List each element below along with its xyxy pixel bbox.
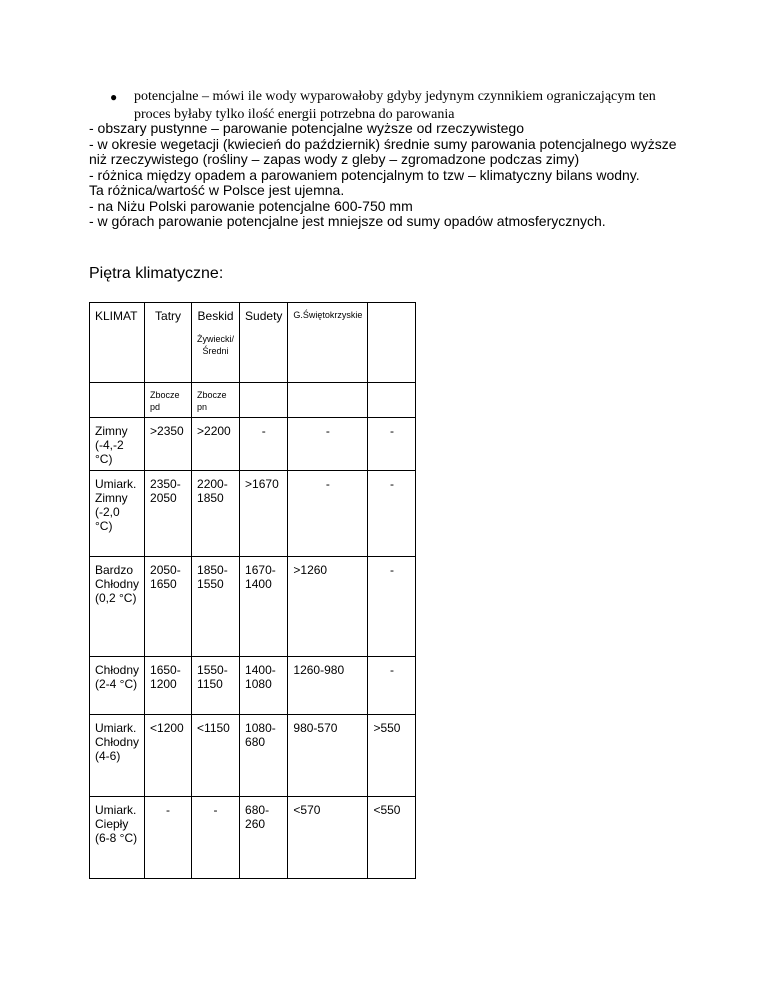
header-beskid-sub: Żywiecki/Średni bbox=[197, 334, 235, 356]
header-klimat: KLIMAT bbox=[90, 303, 145, 383]
table-cell: Zbocze pn bbox=[192, 383, 240, 418]
header-tatry: Tatry bbox=[145, 303, 192, 383]
table-cell: 1650-1200 bbox=[145, 657, 192, 715]
table-cell: Umiark. Zimny (-2,0 °C) bbox=[90, 471, 145, 557]
paragraph-line: - obszary pustynne – parowanie potencjalne wyższe od rzeczywistego bbox=[89, 120, 525, 136]
table-row bbox=[90, 797, 416, 879]
table-header-row bbox=[90, 303, 416, 383]
table-cell: 2350-2050 bbox=[145, 471, 192, 557]
table-row bbox=[90, 657, 416, 715]
table-cell: Umiark. Chłodny (4-6) bbox=[90, 715, 145, 797]
bullet-icon: ● bbox=[110, 90, 118, 104]
table-cell: - bbox=[368, 471, 416, 557]
table-cell: Chłodny (2-4 °C) bbox=[90, 657, 145, 715]
table-cell bbox=[90, 383, 145, 418]
table-row bbox=[90, 418, 416, 471]
table-cell: <1150 bbox=[192, 715, 240, 797]
paragraph-line: Ta różnica/wartość w Polsce jest ujemna. bbox=[89, 182, 345, 198]
header-beskid-label: Beskid bbox=[197, 309, 234, 323]
table-cell bbox=[368, 383, 416, 418]
bullet-text: potencjalne – mówi ile wody wyparowałoby gdyby jedynym czynnikiem ograniczającym ten proces byłaby tylko ilość energii potrzebna do parowania bbox=[134, 89, 656, 122]
paragraph-line: - w okresie wegetacji (kwiecień do październik) średnie sumy parowania potencjalnego wyższe bbox=[89, 135, 677, 152]
table-cell: 1850-1550 bbox=[192, 557, 240, 657]
table-subheader-row bbox=[90, 383, 416, 418]
section-heading: Piętra klimatyczne: bbox=[89, 265, 224, 282]
table-cell: - bbox=[288, 471, 368, 557]
paragraph-line: - różnica między opadem a parowaniem potencjalnym to tzw – klimatyczny bilans wodny. bbox=[89, 166, 640, 183]
table-cell: 980-570 bbox=[288, 715, 368, 797]
table-cell: 680-260 bbox=[240, 797, 288, 879]
table-cell: - bbox=[368, 557, 416, 657]
climate-zones-table bbox=[89, 302, 416, 879]
table-cell: - bbox=[240, 418, 288, 471]
table-cell: Zbocze pd bbox=[145, 383, 192, 418]
table-cell: 1550-1150 bbox=[192, 657, 240, 715]
table-cell: >1670 bbox=[240, 471, 288, 557]
table-cell: - bbox=[288, 418, 368, 471]
table-cell: Bardzo Chłodny (0,2 °C) bbox=[90, 557, 145, 657]
paragraph-line: niż rzeczywistego (rośliny – zapas wody z gleby – zgromadzone podczas zimy) bbox=[89, 151, 580, 167]
header-gory-swietokrzyskie: G.Świętokrzyskie bbox=[288, 303, 368, 383]
paragraph-line: - na Niżu Polski parowanie potencjalne 600-750 mm bbox=[89, 197, 413, 214]
table-cell bbox=[288, 383, 368, 418]
table-cell: Zimny (-4,-2 °C) bbox=[90, 418, 145, 471]
table-cell: 2050-1650 bbox=[145, 557, 192, 657]
table-row bbox=[90, 471, 416, 557]
table-cell: <1200 bbox=[145, 715, 192, 797]
table-cell: Umiark. Ciepły (6-8 °C) bbox=[90, 797, 145, 879]
table-cell: >2350 bbox=[145, 418, 192, 471]
paragraph bbox=[89, 121, 689, 230]
table-row bbox=[90, 557, 416, 657]
table-cell: 2200-1850 bbox=[192, 471, 240, 557]
header-beskid bbox=[192, 303, 240, 383]
table-cell: - bbox=[145, 797, 192, 879]
table-cell: - bbox=[368, 657, 416, 715]
table-cell: 1080-680 bbox=[240, 715, 288, 797]
header-empty bbox=[368, 303, 416, 383]
table-cell: 1400-1080 bbox=[240, 657, 288, 715]
table-cell: 1670-1400 bbox=[240, 557, 288, 657]
table-cell: >2200 bbox=[192, 418, 240, 471]
table-row bbox=[90, 715, 416, 797]
table-cell: >1260 bbox=[288, 557, 368, 657]
table-cell bbox=[240, 383, 288, 418]
table-cell: >550 bbox=[368, 715, 416, 797]
table-cell: 1260-980 bbox=[288, 657, 368, 715]
paragraph-line: - w górach parowanie potencjalne jest mniejsze od sumy opadów atmosferycznych. bbox=[89, 213, 606, 229]
table-cell: - bbox=[192, 797, 240, 879]
table-cell: <570 bbox=[288, 797, 368, 879]
header-sudety: Sudety bbox=[240, 303, 288, 383]
table-cell: - bbox=[368, 418, 416, 471]
table-cell: <550 bbox=[368, 797, 416, 879]
